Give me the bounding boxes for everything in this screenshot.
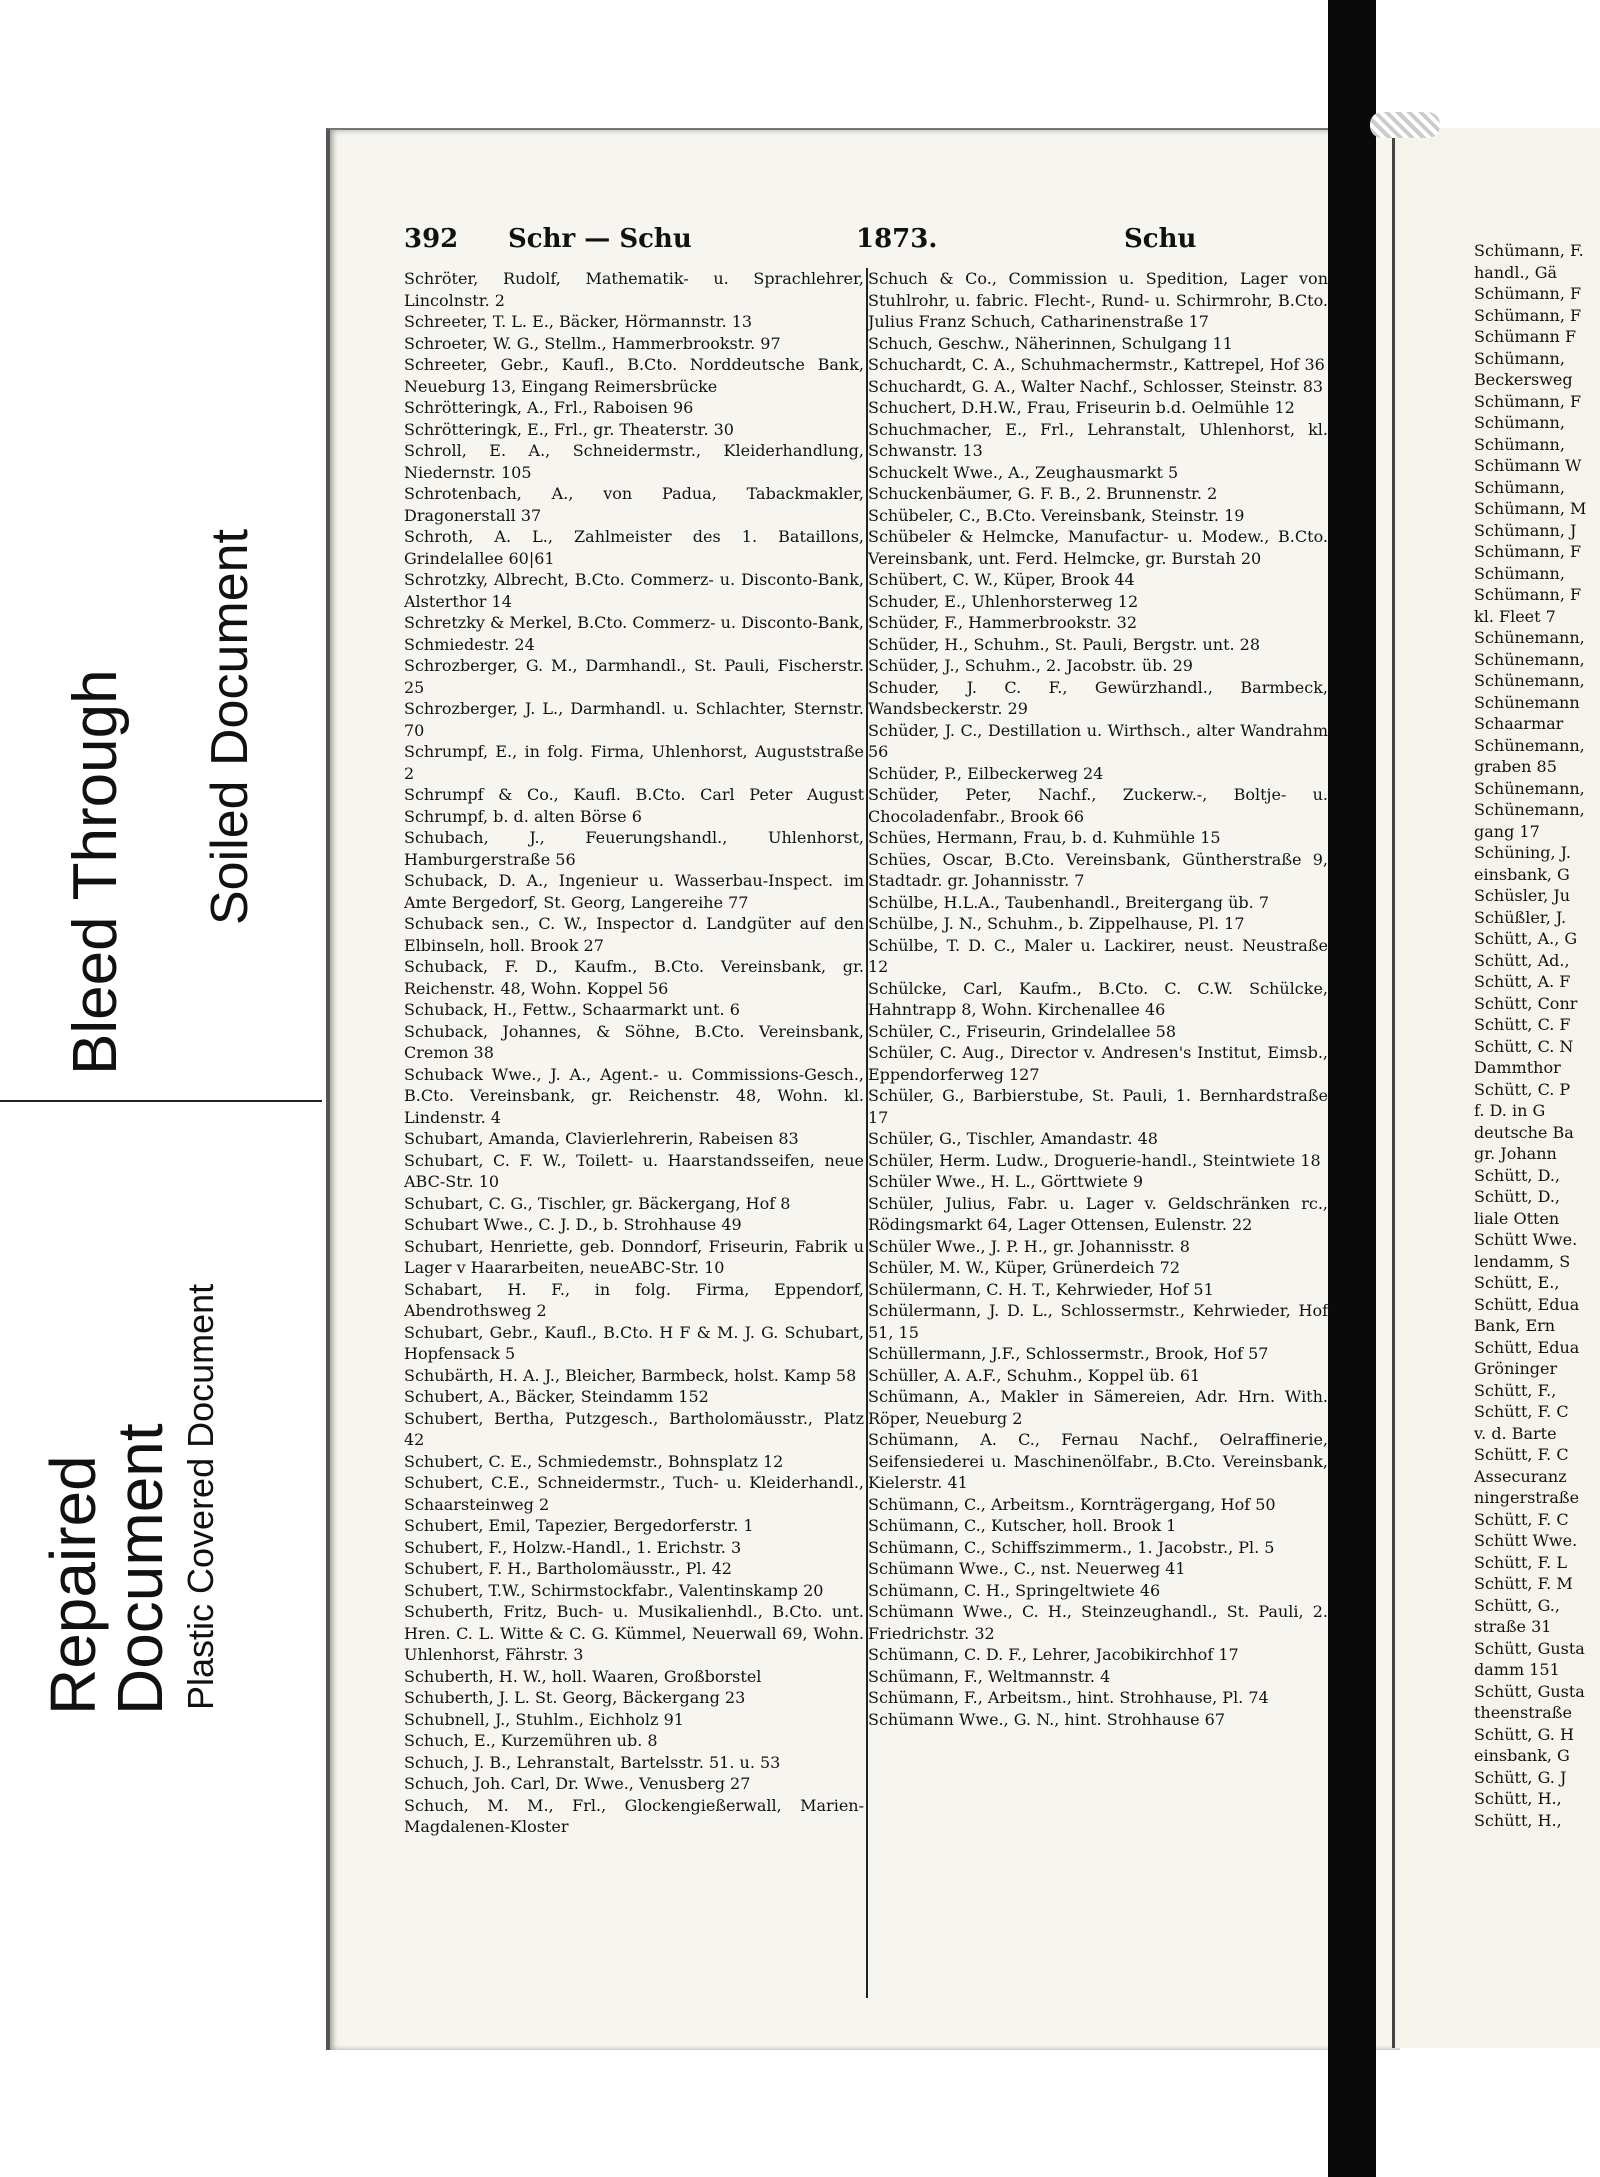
directory-entry: Schaarmar	[1474, 714, 1564, 733]
soiled-document-label: Soiled Document	[201, 529, 259, 925]
page-number: 392	[404, 224, 459, 254]
bookmark-ribbon	[1370, 112, 1440, 138]
directory-entry: Schüler, G., Tischler, Amandastr. 48	[868, 1129, 1158, 1148]
directory-entry: Schümann,	[1474, 477, 1565, 497]
directory-entry: Schütt, H.,	[1474, 1789, 1562, 1808]
plastic-covered-label: Plastic Covered Document	[180, 1283, 221, 1710]
directory-entry: Schütt, Conr	[1474, 993, 1578, 1013]
directory-entry: einsbank, G	[1474, 864, 1570, 884]
directory-entry: Schümann,	[1474, 348, 1565, 368]
directory-entry: Schuder, E., Uhlenhorsterweg 12	[868, 591, 1139, 611]
directory-entry: graben 85	[1474, 757, 1557, 776]
directory-entry: Schümann,	[1474, 563, 1565, 583]
directory-entry: Schuberth, J. L. St. Georg, Bäckergang 23	[404, 1688, 746, 1707]
directory-entry: Schrotenbach, A., von Padua, Tabackmakler, Dragonerstall 37	[404, 484, 864, 525]
directory-entry: Schrumpf, E., in folg. Firma, Uhlenhorst, Auguststraße 2	[404, 742, 864, 783]
directory-entry: Schüder, H., Schuhm., St. Pauli, Bergstr. unt. 28	[868, 634, 1261, 654]
directory-entry: Schümann Wwe., C. H., Steinzeughandl., St. Pauli, 2. Friedrichstr. 32	[868, 1602, 1328, 1643]
directory-entry: Schuchert, D.H.W., Frau, Friseurin b.d. Oelmühle 12	[868, 398, 1295, 417]
directory-entry: Schuch & Co., Commission u. Spedition, Lager von Stuhlrohr, u. fabric. Flecht-, Rund- u. Schirmrohr, B.Cto. Julius Franz Schuch, Catharinenstraße 17	[868, 269, 1328, 331]
directory-entry: Schübert, C. W., Küper, Brook 44	[868, 570, 1135, 589]
directory-entry: Schües, Hermann, Frau, b. d. Kuhmühle 15	[868, 828, 1221, 847]
directory-entry: Schuch, Joh. Carl, Dr. Wwe., Venusberg 27	[404, 1774, 751, 1793]
directory-entry: Schuback, H., Fettw., Schaarmarkt unt. 6	[404, 1000, 740, 1019]
directory-entry: Schrumpf & Co., Kaufl. B.Cto. Carl Peter August Schrumpf, b. d. alten Börse 6	[404, 785, 864, 826]
directory-entry: Schuch, Geschw., Näherinnen, Schulgang 11	[868, 333, 1233, 353]
directory-entry: Schümann, C., Kutscher, holl. Brook 1	[868, 1516, 1177, 1535]
directory-entry: Beckersweg	[1474, 370, 1573, 389]
directory-entry: Schubert, F. H., Bartholomäusstr., Pl. 42	[404, 1559, 732, 1578]
directory-entry: einsbank, G	[1474, 1746, 1570, 1765]
directory-entry: Assecuranz	[1474, 1466, 1567, 1486]
directory-entry: damm 151	[1474, 1660, 1560, 1679]
directory-entry: Schroll, E. A., Schneidermstr., Kleiderhandlung, Niedernstr. 105	[404, 441, 864, 482]
directory-entry: Schütt, D.,	[1474, 1165, 1560, 1185]
directory-entry: Schümann, J	[1474, 520, 1577, 540]
binding-strip	[1328, 0, 1376, 2177]
directory-entry: liale Otten	[1474, 1208, 1560, 1228]
directory-entry: Schüler, Julius, Fabr. u. Lager v. Geldschränken rc., Rödingsmarkt 64, Lager Ottensen, Eulenstr. 22	[868, 1193, 1328, 1234]
directory-entry: Schümann, A. C., Fernau Nachf., Oelraffinerie, Seifensiederei u. Maschinenölfabr., B.Cto. Vereinsbank, Kielerstr. 41	[868, 1430, 1328, 1492]
directory-entry: Schümann Wwe., C., nst. Neuerweg 41	[868, 1559, 1186, 1578]
directory-entry: Schüsler, Ju	[1474, 886, 1571, 905]
directory-entry: Schuch, M. M., Frl., Glockengießerwall, Marien-Magdalenen-Kloster	[404, 1795, 864, 1836]
directory-entry: Schütt, G. H	[1474, 1724, 1574, 1744]
directory-entry: Schülermann, J. D. L., Schlossermstr., Kehrwieder, Hof 51, 15	[868, 1301, 1328, 1342]
directory-entry: Schütt, Ad.,	[1474, 950, 1570, 970]
directory-entry: Schünemann,	[1474, 778, 1585, 798]
directory-entry: Schuback, F. D., Kaufm., B.Cto. Vereinsbank, gr. Reichenstr. 48, Wohn. Koppel 56	[404, 957, 864, 998]
directory-entry: Schrötteringk, A., Frl., Raboisen 96	[404, 398, 694, 417]
directory-entry: theenstraße	[1474, 1703, 1572, 1722]
directory-entry: Schroth, A. L., Zahlmeister des 1. Bataillons, Grindelallee 60|61	[404, 527, 864, 568]
directory-entry: Schünemann,	[1474, 735, 1585, 755]
directory-entry: Schütt, Edua	[1474, 1294, 1580, 1314]
directory-entry: Schülcke, Carl, Kaufm., B.Cto. C. C.W. Schülcke, Hahntrapp 8, Wohn. Kirchenallee 46	[868, 978, 1328, 1019]
directory-entry: Schütt Wwe.	[1474, 1531, 1578, 1550]
directory-entry: Schuback, D. A., Ingenieur u. Wasserbau-Inspect. im Amte Bergedorf, St. Georg, Langereihe 77	[404, 871, 864, 912]
directory-entry: Schüler, Herm. Ludw., Droguerie-handl., Steintwiete 18	[868, 1150, 1321, 1170]
directory-entry: Schubert, Emil, Tapezier, Bergedorferstr. 1	[404, 1516, 754, 1535]
directory-entry: Schübeler & Helmcke, Manufactur- u. Modew., B.Cto. Vereinsbank, unt. Ferd. Helmcke, gr. Burstah 20	[868, 527, 1328, 568]
directory-entry: Schütt, D.,	[1474, 1187, 1560, 1206]
directory-entry: Schröter, Rudolf, Mathematik- u. Sprachlehrer, Lincolnstr. 2	[404, 269, 864, 310]
directory-entry: Schubert, Bertha, Putzgesch., Bartholomäusstr., Platz 42	[404, 1408, 864, 1449]
directory-entry: Schubert, T.W., Schirmstockfabr., Valentinskamp 20	[404, 1580, 824, 1600]
directory-entry: Schütt, Edua	[1474, 1337, 1580, 1357]
directory-entry: Schünemann,	[1474, 649, 1585, 669]
directory-entry: Schütt, Gusta	[1474, 1638, 1585, 1658]
directory-entry: Schümann, C. H., Springeltwiete 46	[868, 1580, 1161, 1600]
directory-entry: Bank, Ern	[1474, 1316, 1556, 1335]
directory-entry: Schüler, M. W., Küper, Grünerdeich 72	[868, 1258, 1181, 1277]
directory-entry: Schümann, C., Arbeitsm., Kornträgergang, Hof 50	[868, 1494, 1276, 1514]
directory-entry: Schubart, C. F. W., Toilett- u. Haarstandsseifen, neue ABC-Str. 10	[404, 1150, 864, 1191]
directory-entry: Schünemann,	[1474, 671, 1585, 690]
directory-entry: Schütt, C. F	[1474, 1015, 1571, 1034]
directory-entry: Schües, Oscar, B.Cto. Vereinsbank, Güntherstraße 9, Stadtadr. gr. Johannisstr. 7	[868, 849, 1328, 890]
directory-entry: Schümann,	[1474, 413, 1565, 432]
page-section: Schu	[1124, 224, 1197, 254]
directory-entry: Schubart, Amanda, Clavierlehrerin, Rabeisen 83	[404, 1129, 799, 1148]
directory-entry: Schümann Wwe., G. N., hint. Strohhause 67	[868, 1709, 1225, 1729]
directory-entry: Schüler, G., Barbierstube, St. Pauli, 1. Bernhardstraße 17	[868, 1086, 1328, 1127]
directory-entry: Schümann F	[1474, 327, 1577, 346]
directory-entry: Schuder, J. C. F., Gewürzhandl., Barmbeck, Wandsbeckerstr. 29	[868, 677, 1328, 718]
directory-entry: Schuchardt, C. A., Schuhmachermstr., Kattrepel, Hof 36	[868, 355, 1325, 374]
directory-entry: Schroeter, W. G., Stellm., Hammerbrookstr. 97	[404, 333, 781, 353]
bleed-through-label: Bleed Through	[61, 669, 130, 1075]
directory-entry: Schümann, F	[1474, 542, 1582, 561]
directory-entry: Schüder, J. C., Destillation u. Wirthsch., alter Wandrahm 56	[868, 720, 1328, 761]
directory-entry: Schuch, J. B., Lehranstalt, Bartelsstr. 51. u. 53	[404, 1752, 781, 1772]
directory-entry: Dammthor	[1474, 1058, 1561, 1077]
directory-entry: Schuckenbäumer, G. F. B., 2. Brunnenstr. 2	[868, 484, 1218, 503]
directory-entry: Schüler, C. Aug., Director v. Andresen's Institut, Eimsb., Eppendorferweg 127	[868, 1043, 1328, 1084]
directory-entry: Schüßler, J.	[1474, 907, 1567, 927]
directory-entry: Schubert, A., Bäcker, Steindamm 152	[404, 1387, 709, 1406]
directory-entry: Schütt, G.,	[1474, 1595, 1560, 1615]
directory-entry: Gröninger	[1474, 1359, 1558, 1378]
directory-entry: Schülermann, C. H. T., Kehrwieder, Hof 51	[868, 1279, 1214, 1299]
directory-entry: Schuberth, H. W., holl. Waaren, Großborstel	[404, 1666, 762, 1686]
directory-entry: Schuback, Johannes, & Söhne, B.Cto. Vereinsbank, Cremon 38	[404, 1021, 864, 1062]
directory-entry: lendamm, S	[1474, 1251, 1571, 1271]
directory-entry: Schümann, F	[1474, 305, 1582, 325]
directory-entry: Schülbe, J. N., Schuhm., b. Zippelhause, Pl. 17	[868, 914, 1245, 933]
directory-entry: Schüllermann, J.F., Schlossermstr., Brook, Hof 57	[868, 1344, 1269, 1363]
directory-entry: Schümann, F., Weltmannstr. 4	[868, 1666, 1111, 1686]
directory-entry: Schümann, F	[1474, 284, 1582, 303]
directory-entry: straße 31	[1474, 1617, 1552, 1636]
directory-entry: Schümann, C., Schiffszimmerm., 1. Jacobstr., Pl. 5	[868, 1537, 1275, 1557]
directory-entry: Schrozberger, G. M., Darmhandl., St. Pauli, Fischerstr. 25	[404, 656, 864, 697]
label-divider	[0, 1100, 322, 1102]
directory-entry: Schütt Wwe.	[1474, 1230, 1578, 1249]
page-header	[404, 224, 1304, 264]
page-range: Schr — Schu	[508, 224, 692, 254]
directory-entry: gr. Johann	[1474, 1144, 1557, 1163]
directory-entry: Schütt, C. P	[1474, 1079, 1571, 1099]
directory-entry: Schütt, C. N	[1474, 1036, 1574, 1056]
directory-entry: Schubnell, J., Stuhlm., Eichholz 91	[404, 1709, 684, 1729]
directory-entry: Schuchmacher, E., Frl., Lehranstalt, Uhlenhorst, kl. Schwanstr. 13	[868, 419, 1328, 460]
directory-entry: kl. Fleet 7	[1474, 606, 1556, 626]
directory-entry: Schümann, F., Arbeitsm., hint. Strohhause, Pl. 74	[868, 1688, 1269, 1707]
directory-entry: Schümann, F	[1474, 391, 1582, 411]
directory-entry: Schabart, H. F., in folg. Firma, Eppendorf, Abendrothsweg 2	[404, 1279, 864, 1320]
directory-entry: Schretzky & Merkel, B.Cto. Commerz- u. Disconto-Bank, Schmiedestr. 24	[404, 613, 864, 654]
directory-entry: Schubärth, H. A. J., Bleicher, Barmbeck, holst. Kamp 58	[404, 1365, 857, 1385]
directory-entry: Schüler, C., Friseurin, Grindelallee 58	[868, 1021, 1177, 1041]
directory-entry: Schübeler, C., B.Cto. Vereinsbank, Steinstr. 19	[868, 505, 1245, 525]
directory-entry: Schülbe, T. D. C., Maler u. Lackirer, neust. Neustraße 12	[868, 935, 1328, 976]
directory-entry: Schünemann	[1474, 692, 1580, 712]
directory-entry: Schubart, C. G., Tischler, gr. Bäckergang, Hof 8	[404, 1193, 791, 1213]
edge-column	[1474, 240, 1600, 1831]
directory-entry: Schubart, Henriette, geb. Donndorf, Friseurin, Fabrik u Lager v Haararbeiten, neueABC-Str. 10	[404, 1236, 864, 1277]
directory-entry: gang 17	[1474, 821, 1540, 841]
directory-entry: Schubart, Gebr., Kaufl., B.Cto. H F & M. J. G. Schubart, Hopfensack 5	[404, 1322, 864, 1363]
directory-entry: ningerstraße	[1474, 1488, 1580, 1507]
directory-entry: Schüder, F., Hammerbrookstr. 32	[868, 613, 1138, 632]
directory-entry: Schütt, F.,	[1474, 1380, 1557, 1400]
directory-entry: Schuchardt, G. A., Walter Nachf., Schlosser, Steinstr. 83	[868, 376, 1324, 396]
directory-entry: Schütt, F. C	[1474, 1445, 1569, 1464]
directory-entry: Schütt, F. L	[1474, 1552, 1567, 1572]
directory-entry: v. d. Barte	[1474, 1423, 1557, 1443]
directory-entry: Schüder, J., Schuhm., 2. Jacobstr. üb. 29	[868, 656, 1193, 675]
directory-entry: Schuback sen., C. W., Inspector d. Landgüter auf den Elbinseln, holl. Brook 27	[404, 914, 864, 955]
directory-entry: Schütt, A., G	[1474, 929, 1578, 948]
directory-entry: Schütt, F. M	[1474, 1574, 1573, 1593]
directory-entry: Schüder, Peter, Nachf., Zuckerw.-, Boltje- u. Chocoladenfabr., Brook 66	[868, 785, 1328, 826]
directory-entry: Schuback Wwe., J. A., Agent.- u. Commissions-Gesch., B.Cto. Vereinsbank, gr. Reichenstr. 48, Wohn. kl. Lindenstr. 4	[404, 1064, 864, 1127]
directory-entry: Schreeter, Gebr., Kaufl., B.Cto. Norddeutsche Bank, Neueburg 13, Eingang Reimersbrücke	[404, 355, 864, 396]
directory-entry: Schütt, F. C	[1474, 1509, 1569, 1529]
directory-entry: Schütt, E.,	[1474, 1273, 1560, 1292]
directory-entry: Schubert, C.E., Schneidermstr., Tuch- u. Kleiderhandl., Schaarsteinweg 2	[404, 1473, 864, 1514]
directory-entry: Schubert, C. E., Schmiedemstr., Bohnsplatz 12	[404, 1451, 784, 1471]
directory-entry: Schuberth, Fritz, Buch- u. Musikalienhdl., B.Cto. unt. Hren. C. L. Witte & C. G. Kümmel, Neuerwall 69, Wohn. Uhlenhorst, Fährstr. 3	[404, 1602, 864, 1664]
directory-entry: Schümann, A., Makler in Sämereien, Adr. Hrn. With. Röper, Neueburg 2	[868, 1387, 1328, 1428]
directory-entry: Schüler Wwe., H. L., Görttwiete 9	[868, 1172, 1144, 1191]
directory-entry: Schütt, Gusta	[1474, 1681, 1585, 1701]
directory-entry: Schubach, J., Feuerungshandl., Uhlenhorst, Hamburgerstraße 56	[404, 828, 864, 869]
directory-entry: handl., Gä	[1474, 262, 1558, 282]
directory-entry: Schütt, F. C	[1474, 1402, 1569, 1421]
right-column	[868, 268, 1328, 1730]
directory-entry: Schümann, C. D. F., Lehrer, Jacobikirchhof 17	[868, 1645, 1239, 1664]
directory-entry: Schülbe, H.L.A., Taubenhandl., Breitergang üb. 7	[868, 892, 1269, 912]
left-column	[404, 268, 864, 1838]
repaired-document-label: Repaired Document	[37, 1423, 177, 1715]
directory-entry: Schuch, E., Kurzemühren ub. 8	[404, 1731, 658, 1750]
directory-entry: f. D. in G	[1474, 1101, 1546, 1120]
directory-entry: Schuckelt Wwe., A., Zeughausmarkt 5	[868, 462, 1179, 482]
directory-entry: Schümann, M	[1474, 499, 1587, 518]
directory-entry: Schümann, F	[1474, 585, 1582, 604]
directory-entry: Schubart Wwe., C. J. D., b. Strohhause 49	[404, 1215, 742, 1234]
directory-entry: Schrozberger, J. L., Darmhandl. u. Schlachter, Sternstr. 70	[404, 699, 864, 740]
directory-entry: Schümann, F.	[1474, 241, 1584, 260]
directory-entry: Schütt, H.,	[1474, 1810, 1562, 1830]
directory-entry: Schüning, J.	[1474, 843, 1571, 862]
directory-entry: Schüler Wwe., J. P. H., gr. Johannisstr. 8	[868, 1236, 1190, 1256]
page-year: 1873.	[856, 224, 938, 254]
directory-entry: Schüder, P., Eilbeckerweg 24	[868, 763, 1104, 783]
directory-entry: Schreeter, T. L. E., Bäcker, Hörmannstr. 13	[404, 312, 753, 331]
directory-entry: Schrotzky, Albrecht, B.Cto. Commerz- u. Disconto-Bank, Alsterthor 14	[404, 570, 864, 611]
directory-entry: Schütt, G. J	[1474, 1767, 1567, 1787]
directory-entry: Schümann W	[1474, 456, 1582, 475]
directory-entry: deutsche Ba	[1474, 1122, 1574, 1142]
directory-entry: Schünemann,	[1474, 628, 1585, 647]
directory-entry: Schümann,	[1474, 434, 1565, 454]
directory-entry: Schubert, F., Holzw.-Handl., 1. Erichstr. 3	[404, 1537, 742, 1557]
directory-entry: Schüller, A. A.F., Schuhm., Koppel üb. 61	[868, 1365, 1201, 1385]
directory-entry: Schütt, A. F	[1474, 972, 1571, 991]
directory-entry: Schünemann,	[1474, 800, 1585, 819]
directory-entry: Schrötteringk, E., Frl., gr. Theaterstr. 30	[404, 419, 734, 439]
